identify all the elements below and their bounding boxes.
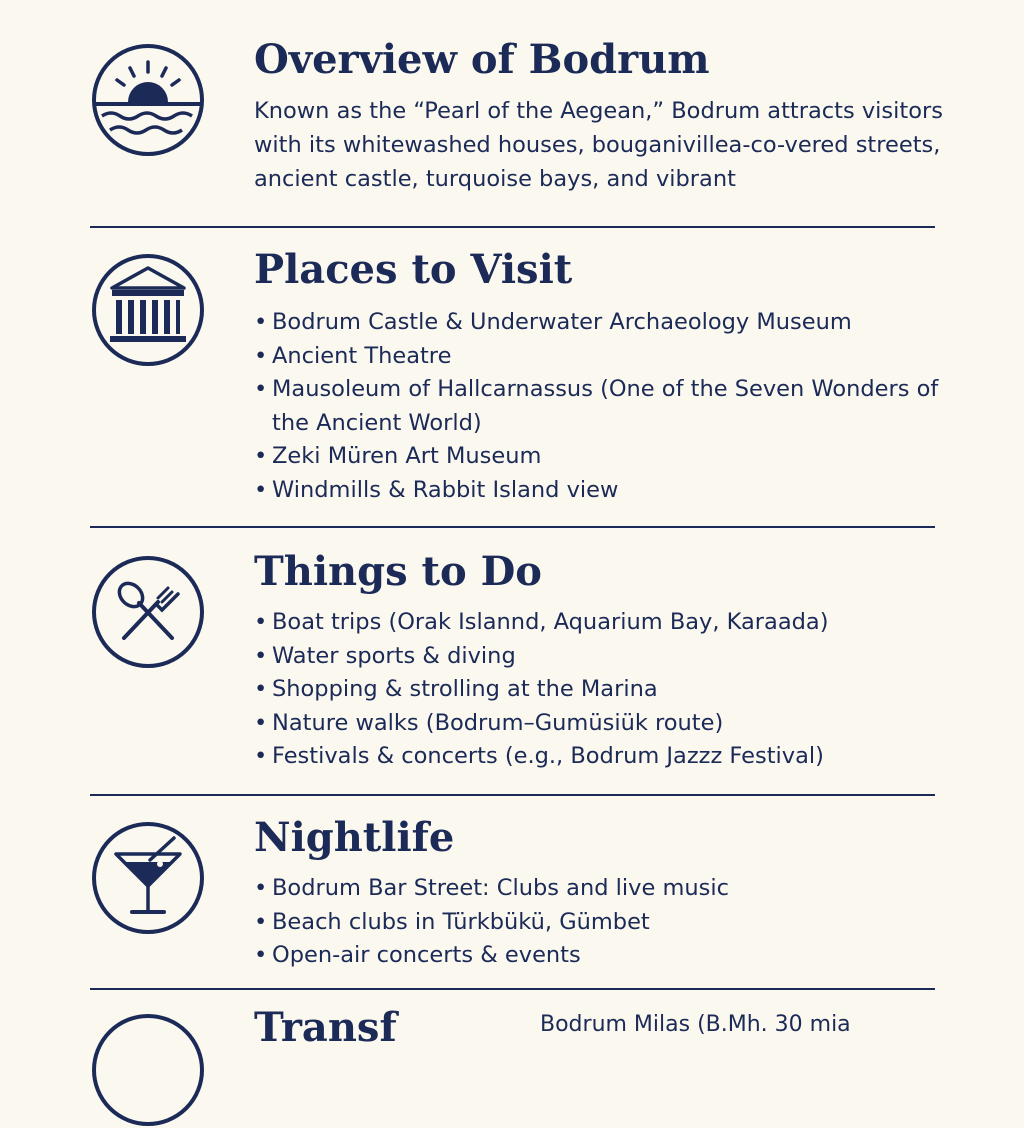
section-title: Transf — [254, 1004, 397, 1051]
section-title: Nightlife — [254, 814, 455, 861]
things-list — [254, 606, 954, 774]
list-item: • Ancient Theatre — [254, 340, 954, 374]
places-list — [254, 306, 954, 507]
divider — [90, 794, 935, 796]
sunset-icon — [90, 42, 206, 158]
section-title: Things to Do — [254, 548, 542, 595]
museum-icon — [90, 252, 206, 368]
section-title: Places to Visit — [254, 246, 573, 293]
list-item: • Bodrum Castle & Underwater Archaeology Museum — [254, 306, 954, 340]
spoon-fork-icon — [90, 554, 206, 670]
list-item: • Beach clubs in Türkbükü, Gümbet — [254, 906, 954, 940]
list-item: • Windmills & Rabbit Island view — [254, 474, 954, 508]
cocktail-icon — [90, 820, 206, 936]
transport-icon — [90, 1012, 206, 1128]
divider — [90, 526, 935, 528]
section-text: Bodrum Milas (B.Mh. 30 mia — [540, 1012, 851, 1037]
list-item: • Nature walks (Bodrum–Gumüsiük route) — [254, 707, 954, 741]
list-item: • Festivals & concerts (e.g., Bodrum Jazzz Festival) — [254, 740, 954, 774]
list-item: • Shopping & strolling at the Marina — [254, 673, 954, 707]
section-paragraph: Known as the “Pearl of the Aegean,” Bodrum attracts visitors with its whitewashed houses, bouganivillea-co-vered streets, ancient castle, turquoise bays, and vibrant — [254, 98, 943, 192]
list-item: • Bodrum Bar Street: Clubs and live music — [254, 872, 954, 906]
nightlife-list — [254, 872, 954, 973]
divider — [90, 988, 935, 990]
list-item: • Open-air concerts & events — [254, 939, 954, 973]
divider — [90, 226, 935, 228]
list-item: • Mausoleum of Hallcarnassus (One of the Seven Wonders of the Ancient World) — [254, 373, 954, 440]
list-item: • Boat trips (Orak Islannd, Aquarium Bay, Karaada) — [254, 606, 954, 640]
list-item: • Water sports & diving — [254, 640, 954, 674]
list-item: • Zeki Müren Art Museum — [254, 440, 954, 474]
section-title: Overview of Bodrum — [254, 36, 710, 83]
